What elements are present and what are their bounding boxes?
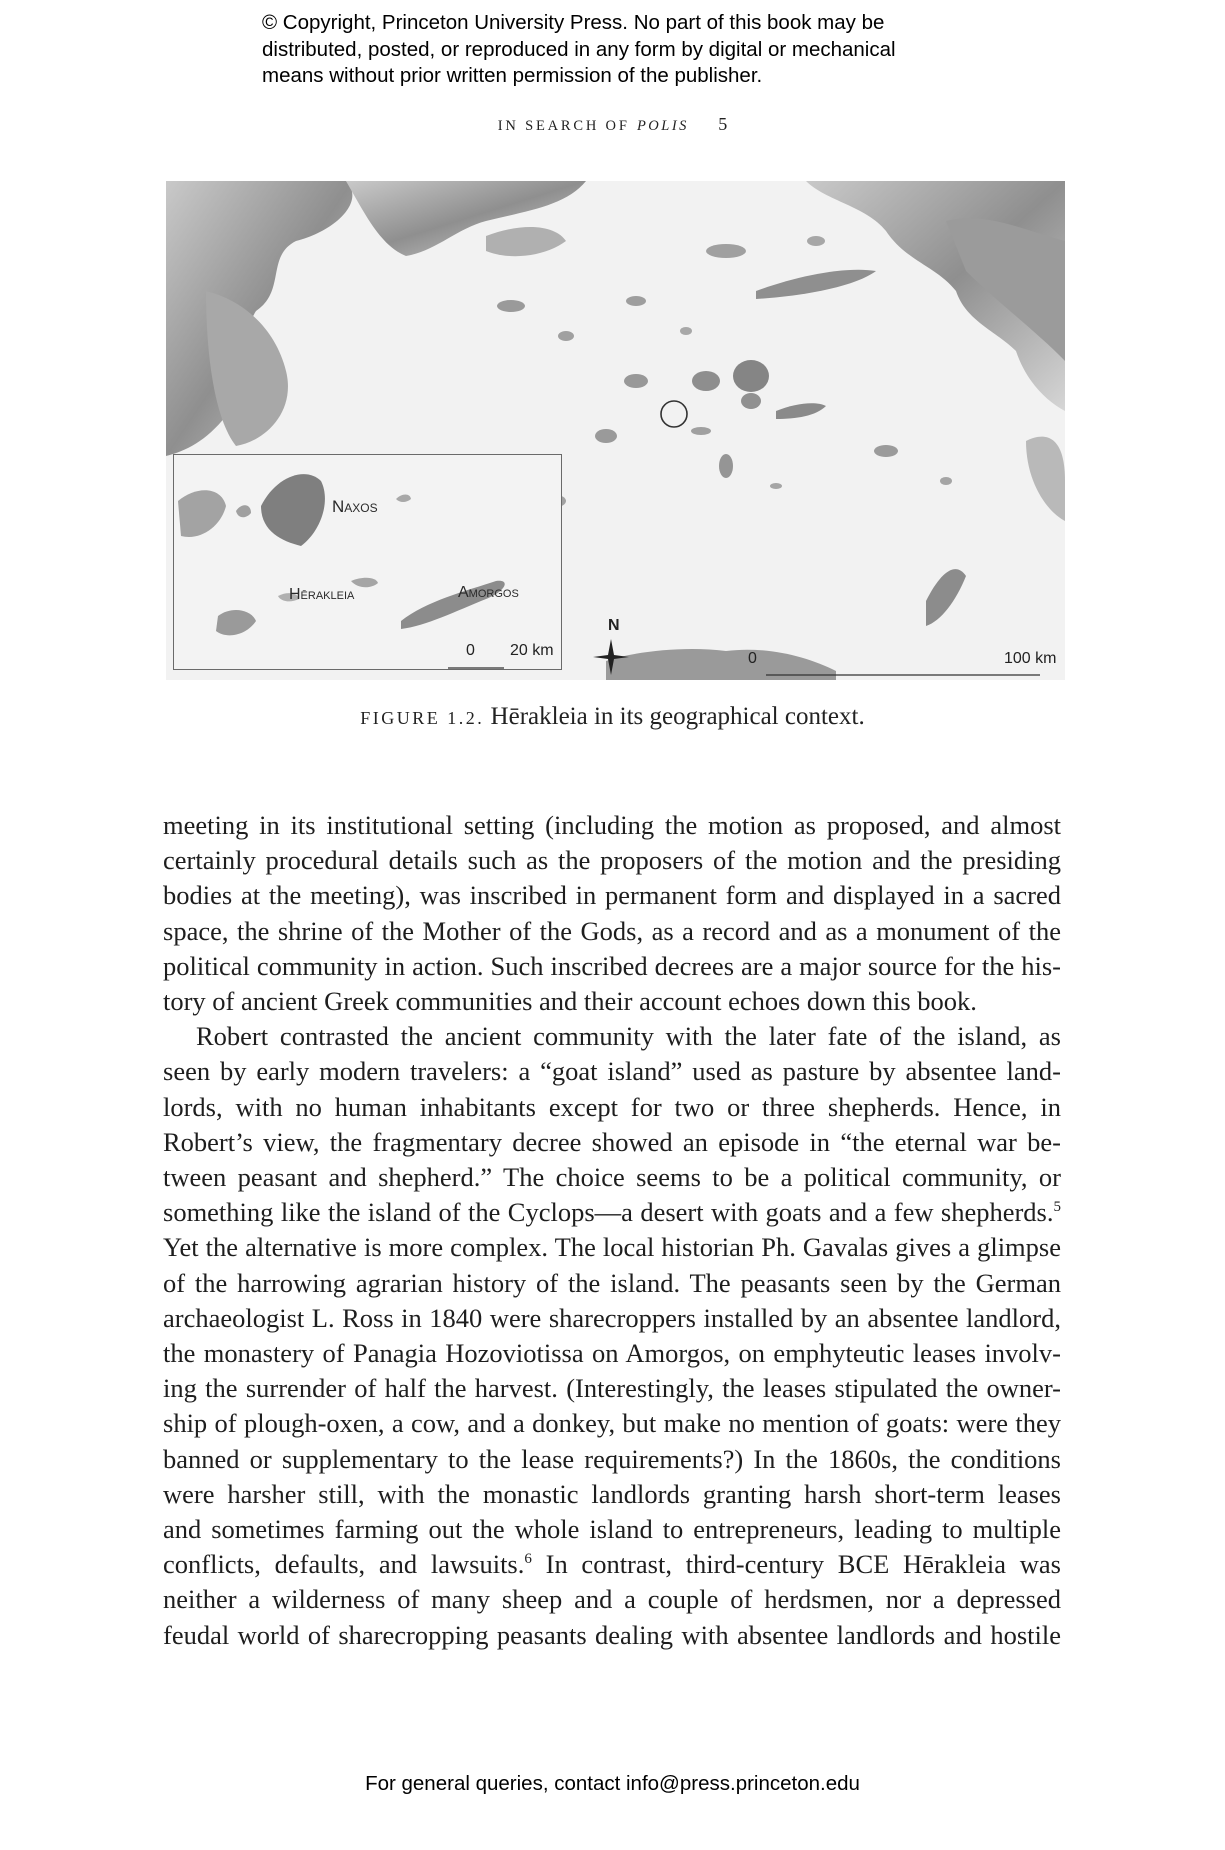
text-line: lords, with no human inhabitants except for two or three shepherds. Hence, in [163,1091,1061,1122]
inset-frame [173,454,562,670]
text-line: Robert contrasted the ancient community with the later fate of the island, as [196,1021,1061,1052]
inset-scale-distance: 20 km [510,642,554,659]
text-line: feudal world of sharecropping peasants dealing with absentee landlords and hostile [163,1619,1061,1650]
figure-caption-text: Hērakleia in its geographical context. [490,703,865,730]
text-segment: something like the island of the Cyclops—a desert with goats and a few shepherds. [163,1197,1054,1228]
footer-contact: For general queries, contact info@press.princeton.edu [365,1772,860,1795]
main-scale-zero: 0 [748,650,757,667]
compass-rose-icon [591,617,631,677]
footnote-ref: 5 [1053,1199,1061,1216]
running-head-italic: POLIS [636,118,689,134]
text-segment: In contrast, third-century BCE Hērakleia was [531,1549,1061,1580]
text-line: certainly procedural details such as the proposers of the motion and the presiding [163,845,1061,876]
page-number: 5 [718,114,728,134]
copyright-line: © Copyright, Princeton University Press. No part of this book may be [262,11,885,34]
map-label-herakleia: Hērakleia [289,586,355,603]
footnote-ref: 6 [524,1551,532,1568]
figure-number: FIGURE 1.2. [360,708,485,728]
text-line: and sometimes farming out the whole island to entrepreneurs, leading to multiple [163,1514,1061,1545]
text-line: tory of ancient Greek communities and their account echoes down this book. [163,986,977,1017]
running-head [0,114,1225,135]
running-head-title: IN SEARCH OF [497,118,630,134]
text-line-with-note [163,1195,1061,1230]
text-line-with-note [163,1547,1061,1582]
text-line: ing the surrender of half the harvest. (Interestingly, the leases stipulated the owner- [163,1373,1061,1404]
text-line: tween peasant and shepherd.” The choice seems to be a political community, or [163,1162,1061,1193]
main-scale-distance: 100 km [1004,650,1057,667]
copyright-notice [262,10,1022,90]
map-label-naxos: Naxos [332,497,378,516]
text-segment: conflicts, defaults, and lawsuits. [163,1549,525,1580]
map-label-amorgos: Amorgos [458,584,519,601]
text-line: archaeologist L. Ross in 1840 were sharecroppers installed by an absentee landlord, [163,1302,1061,1333]
text-line: Yet the alternative is more complex. The local historian Ph. Gavalas gives a glimpse [163,1232,1061,1263]
text-line: space, the shrine of the Mother of the Gods, as a record and as a monument of the [163,915,1061,946]
text-line: Robert’s view, the fragmentary decree showed an episode in “the eternal war be- [163,1126,1061,1157]
copyright-line: means without prior written permission of the publisher. [262,64,763,87]
north-label: N [608,617,620,634]
text-line: banned or supplementary to the lease requirements?) In the 1860s, the conditions [163,1443,1061,1474]
text-line: bodies at the meeting), was inscribed in permanent form and displayed in a sacred [163,880,1061,911]
text-line: meeting in its institutional setting (including the motion as proposed, and almost [163,810,1061,840]
text-line: were harsher still, with the monastic landlords granting harsh short-term leases [163,1478,1061,1509]
text-line: the monastery of Panagia Hozoviotissa on Amorgos, on emphyteutic leases involv- [163,1338,1061,1369]
text-line: political community in action. Such inscribed decrees are a major source for the his- [163,950,1061,981]
map-figure [166,181,1065,680]
text-line: neither a wilderness of many sheep and a couple of herdsmen, nor a depressed [163,1584,1061,1615]
figure-caption [0,703,1225,731]
text-line: of the harrowing agrarian history of the island. The peasants seen by the German [163,1267,1061,1298]
body-text [163,808,1061,1653]
text-line: seen by early modern travelers: a “goat island” used as pasture by absentee land- [163,1056,1061,1087]
inset-scale-zero: 0 [466,642,475,659]
copyright-line: distributed, posted, or reproduced in any form by digital or mechanical [262,37,896,61]
text-line: ship of plough-oxen, a cow, and a donkey, but make no mention of goats: were they [163,1408,1061,1439]
north-arrow-icon [591,637,631,677]
